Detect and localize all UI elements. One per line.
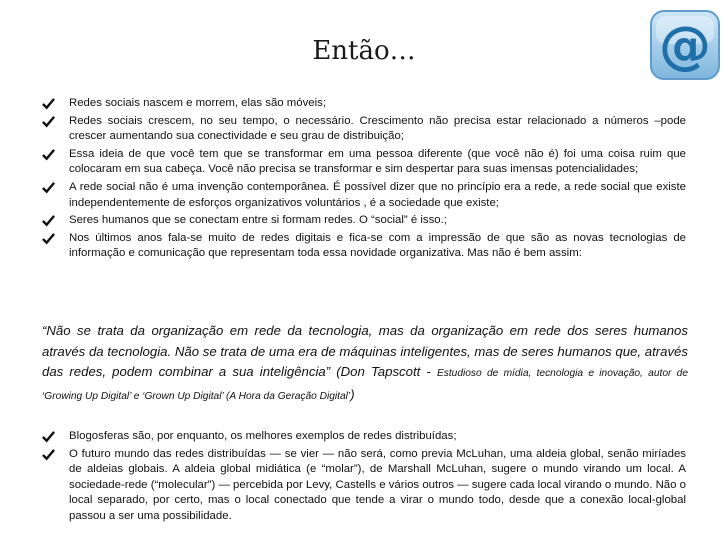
list-item-text: O futuro mundo das redes distribuídas — se vier — não será, como previa McLuhan, uma aldeia global, senão miríades de aldeias globais. A aldeia global midiática (e “molar”), de Marshall McLuhan, sugere o mundo virando um local. A sociedade-rede (“molecular”) — percebida por Levy, Castells e vários outros — sugere cada local virando o mundo. Não o local separado, por certo, mas o local conectado que tende a virar o mundo todo, desde que a conexão local-global passou a ser uma possibilidade. bbox=[69, 447, 686, 522]
list-item-text: Seres humanos que se conectam entre si formam redes. O “social” é isso.; bbox=[69, 214, 447, 227]
quote-block bbox=[42, 321, 688, 407]
at-sign-icon bbox=[648, 8, 722, 82]
list-item-text: A rede social não é uma invenção contemporânea. É possível dizer que no princípio era a rede, a rede social que existe independentemente de esforços organizativos voluntários , é a sociedade que existe; bbox=[69, 180, 686, 209]
list-item bbox=[42, 429, 686, 445]
checkmark-icon bbox=[42, 448, 55, 461]
checkmark-icon bbox=[42, 214, 55, 227]
list-item bbox=[42, 180, 686, 211]
checkmark-icon bbox=[42, 115, 55, 128]
list-item bbox=[42, 231, 686, 262]
list-item-text: Redes sociais crescem, no seu tempo, o necessário. Crescimento não precisa estar relacionado a números –pode crescer aumentando sua conectividade e seu grau de distribuição; bbox=[69, 114, 686, 143]
checkmark-icon bbox=[42, 181, 55, 194]
quote-text: “Não se trata da organização em rede da tecnologia, mas da organização em rede dos seres humanos através da tecnologia. Não se trata de uma era de máquinas inteligentes, mas de seres humanos que, através das redes, podem combinar a sua inteligência” (Don Tapscott - bbox=[42, 323, 688, 379]
checkmark-icon bbox=[42, 232, 55, 245]
list-item bbox=[42, 447, 686, 525]
svg-text:@: @ bbox=[659, 16, 711, 76]
checkmark-icon bbox=[42, 97, 55, 110]
list-item bbox=[42, 96, 686, 112]
bullet-list-top bbox=[42, 96, 686, 264]
quote-close: ) bbox=[350, 386, 355, 402]
slide-title: Então… bbox=[312, 36, 416, 66]
list-item bbox=[42, 213, 686, 229]
quote-attribution: Estudioso de mídia, tecnologia e inovação, autor de ‘Growing Up Digital’ e ‘Grown Up Digital’ (A Hora da Geração Digital’ bbox=[42, 368, 688, 402]
list-item-text: Redes sociais nascem e morrem, elas são móveis; bbox=[69, 97, 327, 109]
bullet-list-bottom bbox=[42, 429, 686, 527]
list-item-text: Nos últimos anos fala-se muito de redes digitais e fica-se com a impressão de que são as novas tecnologias de informação e comunicação que representam toda essa novidade organizativa. Mas não é bem assim: bbox=[69, 231, 686, 260]
list-item bbox=[42, 114, 686, 145]
checkmark-icon bbox=[42, 148, 55, 161]
list-item-text: Blogosferas são, por enquanto, os melhores exemplos de redes distribuídas; bbox=[69, 430, 457, 442]
checkmark-icon bbox=[42, 430, 55, 443]
list-item bbox=[42, 147, 686, 178]
list-item-text: Essa ideia de que você tem que se transformar em uma pessoa diferente (que você não é) foi uma coisa ruim que colocaram em sua cabeça. Você não precisa se transformar e sim despertar para suas imensas potencialidades; bbox=[69, 147, 686, 176]
